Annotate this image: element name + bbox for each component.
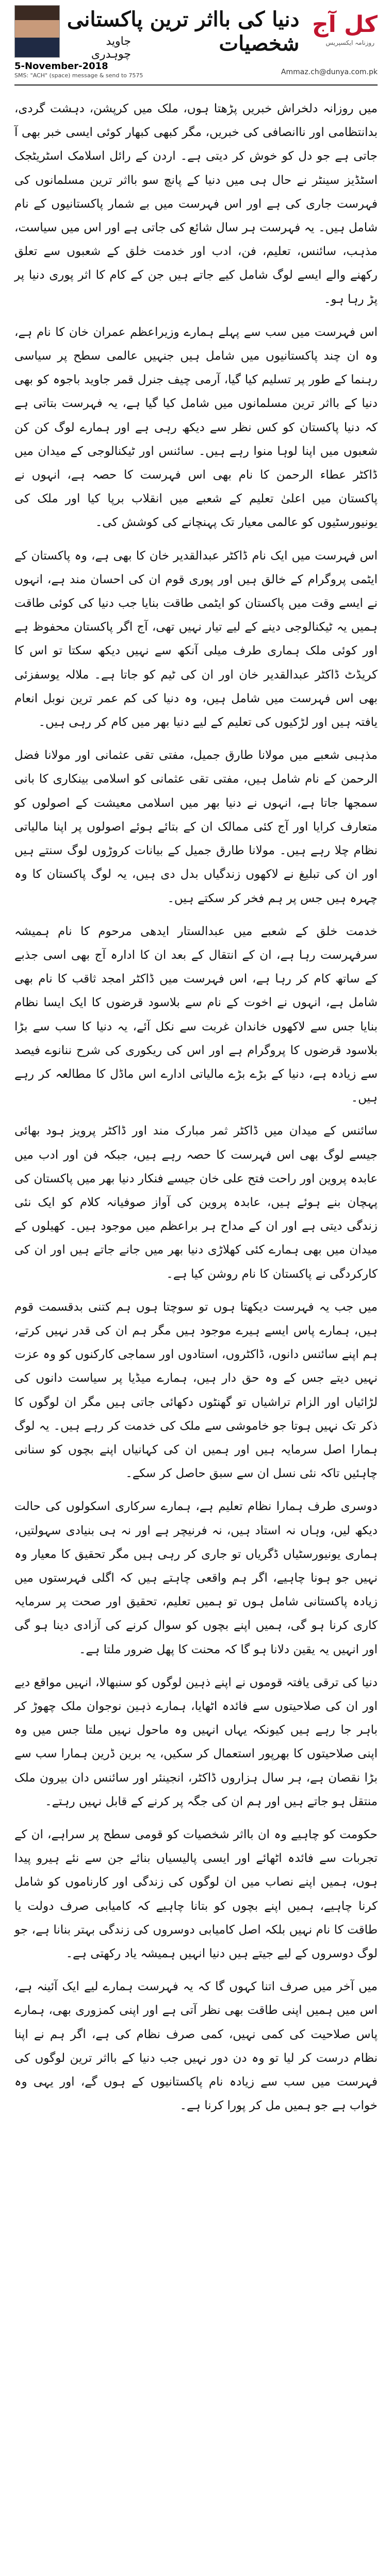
article-paragraph: حکومت کو چاہیے وہ ان بااثر شخصیات کو قومی سطح پر سراہے، ان کے تجربات سے فائدہ اٹھائے اور ایسی پالیسیاں بنائے جن سے نئے ہیرو پیدا ہوں، ہمیں اپنے نصاب میں ان لوگوں کی زندگی اور کارناموں کو شامل کرنا چاہیے، ہمیں اپنے بچوں کو بتانا چاہیے کہ کامیابی صرف دولت یا طاقت کا نام نہیں بلکہ اصل کامیابی دوسروں کی زندگی بہتر بنانا ہے، جو لوگ دوسروں کے لیے جیتے ہیں دنیا انہیں ہمیشہ یاد رکھتی ہے۔ [14,1828,378,1961]
author-name: جاوید چوہدری [91,35,131,61]
article-paragraph: اس فہرست میں ایک نام ڈاکٹر عبدالقدیر خان کا بھی ہے، وہ پاکستان کے ایٹمی پروگرام کے خالق ہیں اور پوری قوم ان کی احسان مند ہے، انہوں نے ایسے وقت میں پاکستان کو ایٹمی طاقت بنایا جب دنیا کی کوئی طاقت ہمیں یہ ٹیکنالوجی دینے کے لیے تیار نہیں تھی، آج اگر پاکستان محفوظ ہے اور کوئی ملک ہماری طرف میلی آنکھ سے نہیں دیکھ سکتا تو اس کا کریڈٹ ڈاکٹر عبدالقدیر خان اور ان کی ٹیم کو جاتا ہے۔ ملالہ یوسفزئی بھی اس فہرست میں شامل ہیں، وہ دنیا کی کم عمر ترین نوبل انعام یافتہ ہیں اور لڑکیوں کی تعلیم کے لیے دنیا بھر میں کام کر رہی ہیں۔ [14,549,378,730]
article-paragraph: دوسری طرف ہمارا نظام تعلیم ہے، ہمارے سرکاری اسکولوں کی حالت دیکھ لیں، وہاں نہ استاد ہیں، نہ فرنیچر ہے اور نہ ہی بنیادی سہولتیں، ہماری یونیورسٹیاں ڈگریاں تو جاری کر رہی ہیں مگر تحقیق کا معیار وہ نہیں جو ہونا چاہیے، اگر ہم واقعی چاہتے ہیں کہ اگلی فہرستوں میں زیادہ پاکستانی شامل ہوں تو ہمیں تعلیم، تحقیق اور صحت پر سرمایہ کاری کرنا ہو گی، ہمیں اپنے بچوں کو سوال کرنے کی آزادی دینا ہو گی اور انہیں یہ یقین دلانا ہو گا کہ محنت کا پھل ضرور ملتا ہے۔ [14,1500,378,1656]
author-avatar [14,5,60,58]
logo-text: کل آج [312,11,378,38]
logo-subtext: روزنامہ ایکسپریس [325,39,374,46]
article-paragraph: دنیا کی ترقی یافتہ قوموں نے اپنے ذہین لوگوں کو سنبھالا، انہیں مواقع دیے اور ان کی صلاحیتوں سے فائدہ اٹھایا، ہمارے ذہین نوجوان ملک چھوڑ کر باہر جا رہے ہیں کیونکہ یہاں انہیں وہ ماحول نہیں ملتا جس میں وہ اپنی صلاحیتوں کا بھرپور استعمال کر سکیں، یہ برین ڈرین ہمارا سب سے بڑا نقصان ہے، ہر سال ہزاروں ڈاکٹر، انجینئر اور سائنس دان بیرون ملک منتقل ہو جاتے ہیں اور ہم ان کی جگہ پر کرنے کے قابل نہیں رہتے۔ [14,1675,378,1808]
newspaper-logo [308,9,378,54]
article-paragraph: مذہبی شعبے میں مولانا طارق جمیل، مفتی تقی عثمانی اور مولانا فضل الرحمن کے نام شامل ہیں، مفتی تقی عثمانی کو اسلامی بینکاری کا بانی سمجھا جاتا ہے، انہوں نے دنیا بھر میں اسلامی معیشت کے اصولوں کو متعارف کرایا اور آج کئی ممالک ان کے بتائے ہوئے اصولوں پر اپنا مالیاتی نظام چلا رہے ہیں۔ مولانا طارق جمیل کے بیانات کروڑوں لوگ سنتے ہیں اور ان کی تبلیغ نے لاکھوں زندگیاں بدل دی ہیں، یہ لوگ پاکستان کا وہ چہرہ ہیں جس پر ہم فخر کر سکتے ہیں۔ [14,749,378,905]
author-block [14,5,133,67]
author-email[interactable]: Ammaz.ch@dunya.com.pk [281,68,378,76]
article-body [14,97,378,2117]
column-title: دنیا کی بااثر ترین پاکستانی شخصیات [67,7,300,56]
article-paragraph: میں آخر میں صرف اتنا کہوں گا کہ یہ فہرست ہمارے لیے ایک آئینہ ہے، اس میں ہمیں اپنی طاقت بھی نظر آتی ہے اور اپنی کمزوری بھی، ہمارے پاس صلاحیت کی کمی نہیں، کمی صرف نظام کی ہے، اگر ہم نے اپنا نظام درست کر لیا تو وہ دن دور نہیں جب دنیا کے بااثر ترین لوگوں کی فہرست میں سب سے زیادہ نام پاکستانیوں کے ہوں گے، اور یہی وہ خواب ہے جو ہمیں مل کر پورا کرنا ہے۔ [14,1980,378,2113]
article-paragraph: میں روزانہ دلخراش خبریں پڑھتا ہوں، ملک میں کرپشن، دہشت گردی، بدانتظامی اور ناانصافی کی خبریں، مگر کبھی کبھار کوئی ایسی خبر بھی آ جاتی ہے جو دل کو خوش کر دیتی ہے۔ اردن کے رائل اسلامک اسٹریٹجک اسٹڈیز سینٹر نے حال ہی میں دنیا کے پانچ سو بااثر ترین مسلمانوں کی فہرست جاری کی ہے اور اس فہرست میں بے شمار پاکستانیوں کے نام شامل ہیں۔ یہ فہرست ہر سال شائع کی جاتی ہے اور اس میں سیاست، مذہب، سائنس، تعلیم، فن، ادب اور خدمت خلق کے شعبوں سے تعلق رکھنے والے ایسے لوگ شامل کیے جاتے ہیں جن کے کام کا اثر پوری دنیا پر پڑ رہا ہو۔ [14,102,378,306]
sms-info: SMS: "ACH" (space) message & send to 7575 [14,72,143,79]
article-paragraph: خدمت خلق کے شعبے میں عبدالستار ایدھی مرحوم کا نام ہمیشہ سرفہرست رہا ہے، ان کے انتقال کے بعد ان کا ادارہ آج بھی اسی جذبے کے ساتھ کام کر رہا ہے، اس فہرست میں ڈاکٹر امجد ثاقب کا نام بھی شامل ہے، انہوں نے اخوت کے نام سے بلاسود قرضوں کا ایک ایسا نظام بنایا جس سے لاکھوں خاندان غربت سے نکل آئے، یہ دنیا کا سب سے بڑا بلاسود قرضوں کا پروگرام ہے اور اس کی ریکوری کی شرح ننانوے فیصد سے زیادہ ہے، دنیا کے بڑے بڑے مالیاتی ادارے اس ماڈل کا مطالعہ کر رہے ہیں۔ [14,924,378,1105]
publish-date: 5-November-2018 [14,61,108,72]
column-header [14,0,378,86]
article-paragraph: سائنس کے میدان میں ڈاکٹر ثمر مبارک مند اور ڈاکٹر پرویز ہود بھائی جیسے لوگ بھی اس فہرست کا حصہ رہے ہیں، جبکہ فن اور ادب میں عابدہ پروین اور راحت فتح علی خان جیسے فنکار دنیا بھر میں پاکستان کی پہچان بنے ہوئے ہیں، عابدہ پروین کی آواز صوفیانہ کلام کو ایک نئی زندگی دیتی ہے اور ان کے مداح ہر براعظم میں موجود ہیں۔ کھیلوں کے میدان میں بھی ہمارے کئی کھلاڑی دنیا بھر میں جانے جاتے ہیں اور ان کی کارکردگی نے پاکستان کا نام روشن کیا ہے۔ [14,1124,378,1281]
article-paragraph: میں جب یہ فہرست دیکھتا ہوں تو سوچتا ہوں ہم کتنی بدقسمت قوم ہیں، ہمارے پاس ایسے ہیرے موجود ہیں مگر ہم ان کی قدر نہیں کرتے، ہم اپنے سائنس دانوں، ڈاکٹروں، استادوں اور سماجی کارکنوں کو وہ عزت نہیں دیتے جس کے وہ حق دار ہیں، ہمارے میڈیا پر سیاست دانوں کی لڑائیاں اور الزام تراشیاں تو گھنٹوں دکھائی جاتی ہیں مگر ان لوگوں کا ذکر تک نہیں ہوتا جو خاموشی سے ملک کی خدمت کر رہے ہیں۔ یہ لوگ ہمارا اصل سرمایہ ہیں اور ہمیں ان کی کہانیاں اپنے بچوں کو سنانی چاہئیں تاکہ نئی نسل ان سے سبق حاصل کر سکے۔ [14,1300,378,1481]
article-paragraph: اس فہرست میں سب سے پہلے ہمارے وزیراعظم عمران خان کا نام ہے، وہ ان چند پاکستانیوں میں شامل ہیں جنہیں عالمی سطح پر سیاسی رہنما کے طور پر تسلیم کیا گیا، آرمی چیف جنرل قمر جاوید باجوہ کو بھی دنیا کے بااثر ترین مسلمانوں میں شامل کیا گیا ہے، یہ فہرست بتاتی ہے کہ دنیا پاکستان کو کس نظر سے دیکھ رہی ہے اور ہمارے لوگ کن کن شعبوں میں اپنا لوہا منوا رہے ہیں۔ سائنس اور ٹیکنالوجی کے میدان میں ڈاکٹر عطاء الرحمن کا نام بھی اس فہرست کا حصہ ہے، انہوں نے پاکستان میں اعلیٰ تعلیم کے شعبے میں انقلاب برپا کیا اور ملک کی یونیورسٹیوں کو عالمی معیار تک پہنچانے کی کوشش کی۔ [14,325,378,530]
